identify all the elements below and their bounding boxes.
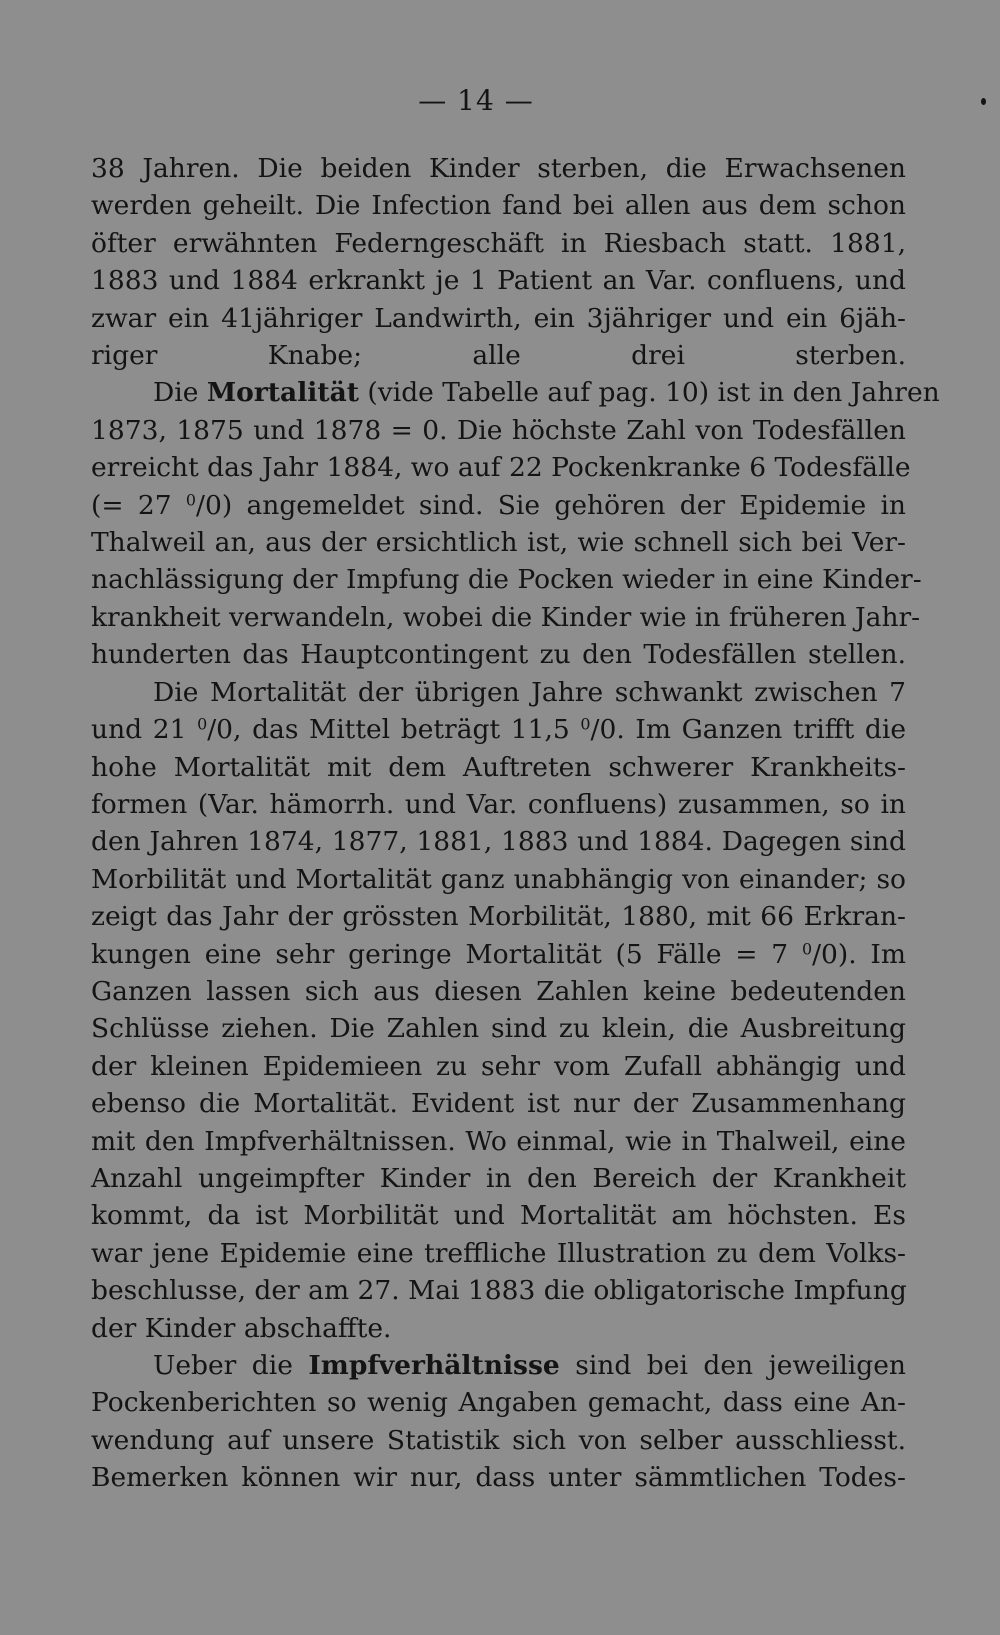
text-segment: war jene Epidemie eine treffliche Illustration zu dem Volks-	[91, 1237, 906, 1269]
text-line	[91, 150, 906, 187]
text-line	[91, 936, 906, 973]
text-line	[91, 1235, 906, 1272]
text-segment: werden geheilt. Die Infection fand bei allen aus dem schon	[91, 190, 906, 222]
text-line	[91, 898, 906, 935]
text-segment: formen (Var. hämorrh. und Var. confluens) zusammen, so in	[91, 788, 906, 820]
text-segment: (= 27	[91, 489, 186, 521]
text-segment: riger Knabe; alle drei sterben.	[91, 340, 906, 372]
text-segment: /0) angemeldet sind. Sie gehören der Epidemie in	[196, 489, 906, 521]
text-segment: nachlässigung der Impfung die Pocken wieder in eine Kinder-	[91, 564, 922, 596]
text-line	[91, 1384, 906, 1421]
percent-superscript: 0	[197, 714, 208, 734]
text-segment: (vide Tabelle auf pag. 10) ist in den Jahren	[359, 377, 940, 409]
text-segment: beschlusse, der am 27. Mai 1883 die obligatorische Impfung	[91, 1275, 907, 1307]
text-line	[91, 823, 906, 860]
text-line	[91, 187, 906, 224]
percent-superscript: 0	[580, 714, 591, 734]
text-line	[91, 1347, 906, 1384]
text-segment: Anzahl ungeimpfter Kinder in den Bereich der Krankheit	[91, 1162, 906, 1194]
text-line	[91, 1197, 906, 1234]
text-segment: zwar ein 41jähriger Landwirth, ein 3jähriger und ein 6jäh-	[91, 302, 906, 334]
text-line	[91, 674, 906, 711]
text-segment: Schlüsse ziehen. Die Zahlen sind zu klein, die Ausbreitung	[91, 1013, 906, 1045]
text-segment: Thalweil an, aus der ersichtlich ist, wie schnell sich bei Ver-	[91, 527, 906, 559]
text-segment: und 21	[91, 714, 198, 746]
text-line	[91, 1272, 906, 1309]
bold-term: Mortalität	[206, 377, 359, 409]
text-line	[91, 524, 906, 561]
text-segment: Bemerken können wir nur, dass unter sämmtlichen Todes-	[91, 1462, 906, 1494]
text-line	[91, 561, 922, 598]
text-segment: hohe Mortalität mit dem Auftreten schwerer Krankheits-	[91, 751, 906, 783]
text-segment: der kleinen Epidemieen zu sehr vom Zufall abhängig und	[91, 1050, 906, 1082]
text-line	[91, 449, 911, 486]
text-segment: Morbilität und Mortalität ganz unabhängig von einander; so	[91, 863, 906, 895]
text-segment: den Jahren 1874, 1877, 1881, 1883 und 1884. Dagegen sind	[91, 826, 906, 858]
print-speck	[981, 98, 986, 105]
text-line	[91, 1048, 906, 1085]
text-segment: /0). Im	[812, 938, 906, 970]
text-segment: hunderten das Hauptcontingent zu den Todesfällen stellen.	[91, 639, 906, 671]
text-segment: 1873, 1875 und 1878 = 0. Die höchste Zahl von Todesfällen	[91, 414, 906, 446]
text-segment: 1883 und 1884 erkrankt je 1 Patient an Var. confluens, und	[91, 265, 906, 297]
text-segment: Ueber die	[153, 1350, 309, 1381]
text-segment: Die	[153, 377, 207, 409]
text-line	[91, 1160, 906, 1197]
text-segment: krankheit verwandeln, wobei die Kinder wie in früheren Jahr-	[91, 601, 921, 633]
percent-superscript: 0	[185, 489, 197, 509]
text-segment: erreicht das Jahr 1884, wo auf 22 Pockenkranke 6 Todesfälle	[91, 452, 911, 484]
text-segment: Ganzen lassen sich aus diesen Zahlen keine bedeutenden	[91, 975, 906, 1007]
text-segment: mit den Impfverhältnissen. Wo einmal, wie in Thalweil, eine	[91, 1125, 906, 1157]
text-segment: /0. Im Ganzen trifft die	[590, 714, 907, 746]
text-segment: /0, das Mittel beträgt 11,5	[207, 714, 581, 746]
page-number-header: — 14 —	[418, 84, 534, 117]
text-segment: 38 Jahren. Die beiden Kinder sterben, die Erwachsenen	[91, 153, 906, 184]
text-line	[91, 786, 906, 823]
text-segment: zeigt das Jahr der grössten Morbilität, 1880, mit 66 Erkran-	[91, 901, 906, 933]
text-line	[91, 599, 921, 636]
text-segment: Die Mortalität der übrigen Jahre schwankt zwischen 7	[153, 676, 906, 708]
text-segment: kommt, da ist Morbilität und Mortalität am höchsten. Es	[91, 1200, 906, 1232]
body-text	[91, 150, 940, 1497]
text-line	[91, 1123, 906, 1160]
bold-term: Impfverhältnisse	[308, 1350, 560, 1381]
text-line	[91, 711, 906, 748]
text-line	[91, 412, 906, 449]
text-segment: sind bei den jeweiligen	[559, 1350, 906, 1381]
text-line	[91, 487, 906, 524]
text-line	[91, 374, 940, 411]
text-segment: Pockenberichten so wenig Angaben gemacht, dass eine An-	[91, 1387, 906, 1419]
text-line	[91, 1310, 906, 1347]
text-segment: wendung auf unsere Statistik sich von selber ausschliesst.	[91, 1424, 906, 1456]
text-line	[91, 300, 906, 337]
text-line	[91, 1085, 906, 1122]
text-line	[91, 1422, 906, 1459]
text-segment: öfter erwähnten Federngeschäft in Riesbach statt. 1881,	[91, 227, 906, 259]
text-line	[91, 973, 906, 1010]
text-segment: kungen eine sehr geringe Mortalität (5 Fälle = 7	[91, 938, 802, 970]
text-line	[91, 861, 906, 898]
text-line	[91, 262, 906, 299]
text-line	[91, 1459, 906, 1496]
text-line	[91, 337, 906, 374]
percent-superscript: 0	[801, 938, 813, 958]
text-line	[91, 1010, 906, 1047]
text-segment: der Kinder abschaffte.	[91, 1312, 392, 1344]
text-segment: ebenso die Mortalität. Evident ist nur der Zusammenhang	[91, 1088, 906, 1120]
text-line	[91, 636, 906, 673]
text-line	[91, 749, 906, 786]
text-line	[91, 225, 906, 262]
